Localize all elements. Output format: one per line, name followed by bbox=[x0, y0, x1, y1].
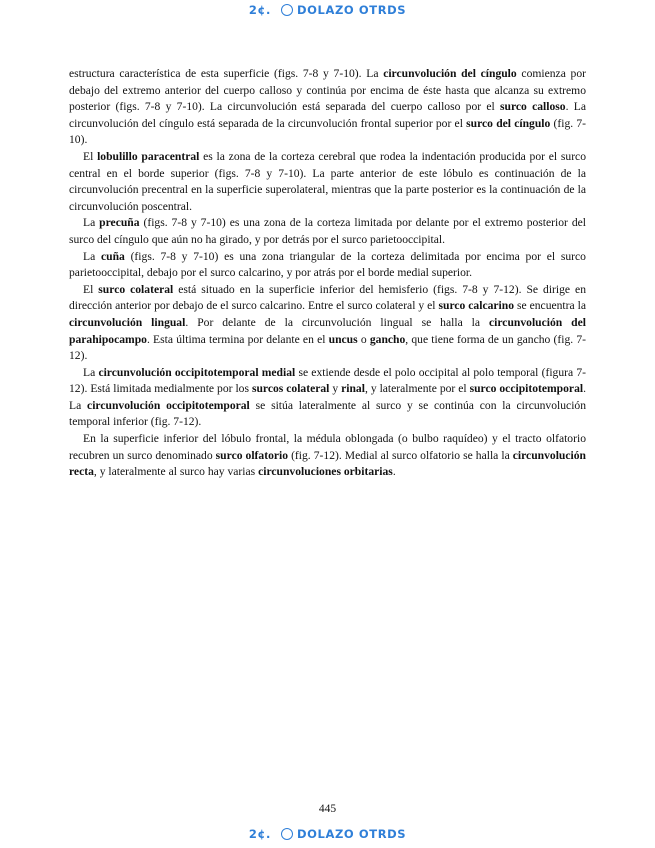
bold-term: surco olfatorio bbox=[215, 448, 289, 462]
watermark-right-text: DOLAZO OTRDS bbox=[297, 827, 407, 841]
text-run: comienza por debajo del extremo anterior del cuerpo calloso y continúa por encima de éste hasta que alcanza su extremo posterior (figs. 7-8 y 7-10). La circunvolución está separada del cuerpo calloso por el bbox=[69, 67, 586, 114]
text-run: está situado en la superficie inferior del hemisferio (figs. 7-8 y 7-12). Se dirige en dirección anterior por debajo de el surco calcarino. Entre el surco colateral y el bbox=[69, 282, 586, 313]
bold-term: surco calloso bbox=[500, 100, 566, 114]
text-run: El bbox=[83, 149, 98, 163]
bold-term: rinal bbox=[341, 382, 365, 396]
bold-term: cuña bbox=[100, 249, 125, 263]
bold-term: surcos colateral bbox=[251, 382, 330, 396]
bold-term: circunvolución recta bbox=[69, 448, 586, 479]
paragraph bbox=[69, 249, 586, 282]
bold-term: uncus bbox=[328, 332, 358, 346]
text-run: (figs. 7-8 y 7-10) es una zona de la corteza limitada por delante por el extremo posterior del surco del cíngulo que aún no ha girado, y por detrás por el surco parietooccipital. bbox=[69, 216, 586, 246]
bold-term: surco del cíngulo bbox=[466, 116, 551, 130]
text-run: , y lateralmente por el bbox=[364, 382, 470, 396]
text-run: El bbox=[83, 282, 99, 296]
text-run: se sitúa lateralmente al surco y se continúa con la circunvolución temporal inferior (fig. 7-12). bbox=[69, 398, 587, 429]
text-run: (figs. 7-8 y 7-10) es una zona triangular de la corteza delimitada por encima por el surco parietooccipital, debajo por el surco calcarino, y por atrás por el borde medial superior. bbox=[69, 249, 586, 280]
watermark-left-text: 2¢. bbox=[248, 827, 271, 841]
text-run: La bbox=[83, 249, 101, 263]
text-run: , y lateralmente al surco hay varias bbox=[93, 465, 259, 479]
text-run: estructura característica de esta superficie (figs. 7-8 y 7-10). La bbox=[69, 67, 384, 80]
bold-term: surco colateral bbox=[98, 282, 174, 296]
bold-term: surco occipitotemporal bbox=[469, 382, 584, 396]
text-run: (fig. 7-12). Medial al surco olfatorio se halla la bbox=[288, 448, 513, 462]
text-run: es la zona de la corteza cerebral que rodea la indentación producida por el surco central en el borde superior (figs. 7-8 y 7-10). La parte anterior de este lóbulo es continuación de la circunvolución precentral en la superficie superolateral, mientras que la parte posterior es la continuación de la circunvolución poscentral. bbox=[69, 149, 586, 213]
bold-term: gancho bbox=[369, 332, 406, 346]
text-run: o bbox=[357, 332, 370, 346]
watermark-right-text: DOLAZO OTRDS bbox=[297, 3, 407, 17]
paragraph bbox=[69, 431, 586, 481]
text-run: , que tiene forma de un gancho (fig. 7-12). bbox=[69, 332, 586, 363]
text-run: y bbox=[329, 382, 342, 396]
text-run: (fig. 7-10). bbox=[69, 116, 587, 147]
page-number: 445 bbox=[318, 803, 337, 815]
bold-term: circunvolución occipitotemporal medial bbox=[98, 365, 296, 379]
circle-icon bbox=[281, 4, 293, 16]
text-run: En la superficie inferior del lóbulo frontal, la médula oblongada (o bulbo raquídeo) y el tracto olfatorio recubren un surco denominado bbox=[69, 432, 586, 462]
paragraph bbox=[69, 215, 586, 248]
paragraph bbox=[69, 282, 586, 365]
paragraph bbox=[69, 149, 586, 215]
text-run: . La bbox=[69, 382, 586, 412]
watermark-left-text: 2¢. bbox=[248, 3, 271, 17]
bold-term: surco calcarino bbox=[438, 299, 515, 313]
bold-term: precuña bbox=[99, 216, 140, 230]
text-run: se extiende desde el polo occipital al polo temporal (figura 7-12). Está limitada medialmente por los bbox=[69, 365, 586, 396]
body-text bbox=[69, 66, 586, 481]
bold-term: circunvolución del cíngulo bbox=[383, 67, 517, 80]
bold-term: circunvolución del parahipocampo bbox=[69, 315, 586, 346]
text-run: se encuentra la bbox=[514, 299, 586, 313]
bold-term: circunvolución occipitotemporal bbox=[87, 398, 250, 412]
text-run: . Esta última termina por delante en el bbox=[146, 332, 329, 346]
bold-term: lobulillo paracentral bbox=[97, 149, 200, 163]
text-run: La bbox=[83, 365, 99, 379]
text-run: . bbox=[392, 465, 396, 479]
text-run: La bbox=[83, 216, 100, 230]
text-run: . La circunvolución del cíngulo está separada de la circunvolución frontal superior por el bbox=[69, 100, 586, 130]
watermark-bottom bbox=[0, 827, 655, 841]
bold-term: circunvolución lingual bbox=[69, 315, 186, 329]
circle-icon bbox=[281, 828, 293, 840]
bold-term: circunvoluciones orbitarias bbox=[258, 465, 393, 479]
paragraph bbox=[69, 365, 586, 431]
paragraph bbox=[69, 66, 586, 149]
text-run: . Por delante de la circunvolución lingual se halla la bbox=[185, 315, 489, 329]
watermark-top bbox=[0, 3, 655, 17]
